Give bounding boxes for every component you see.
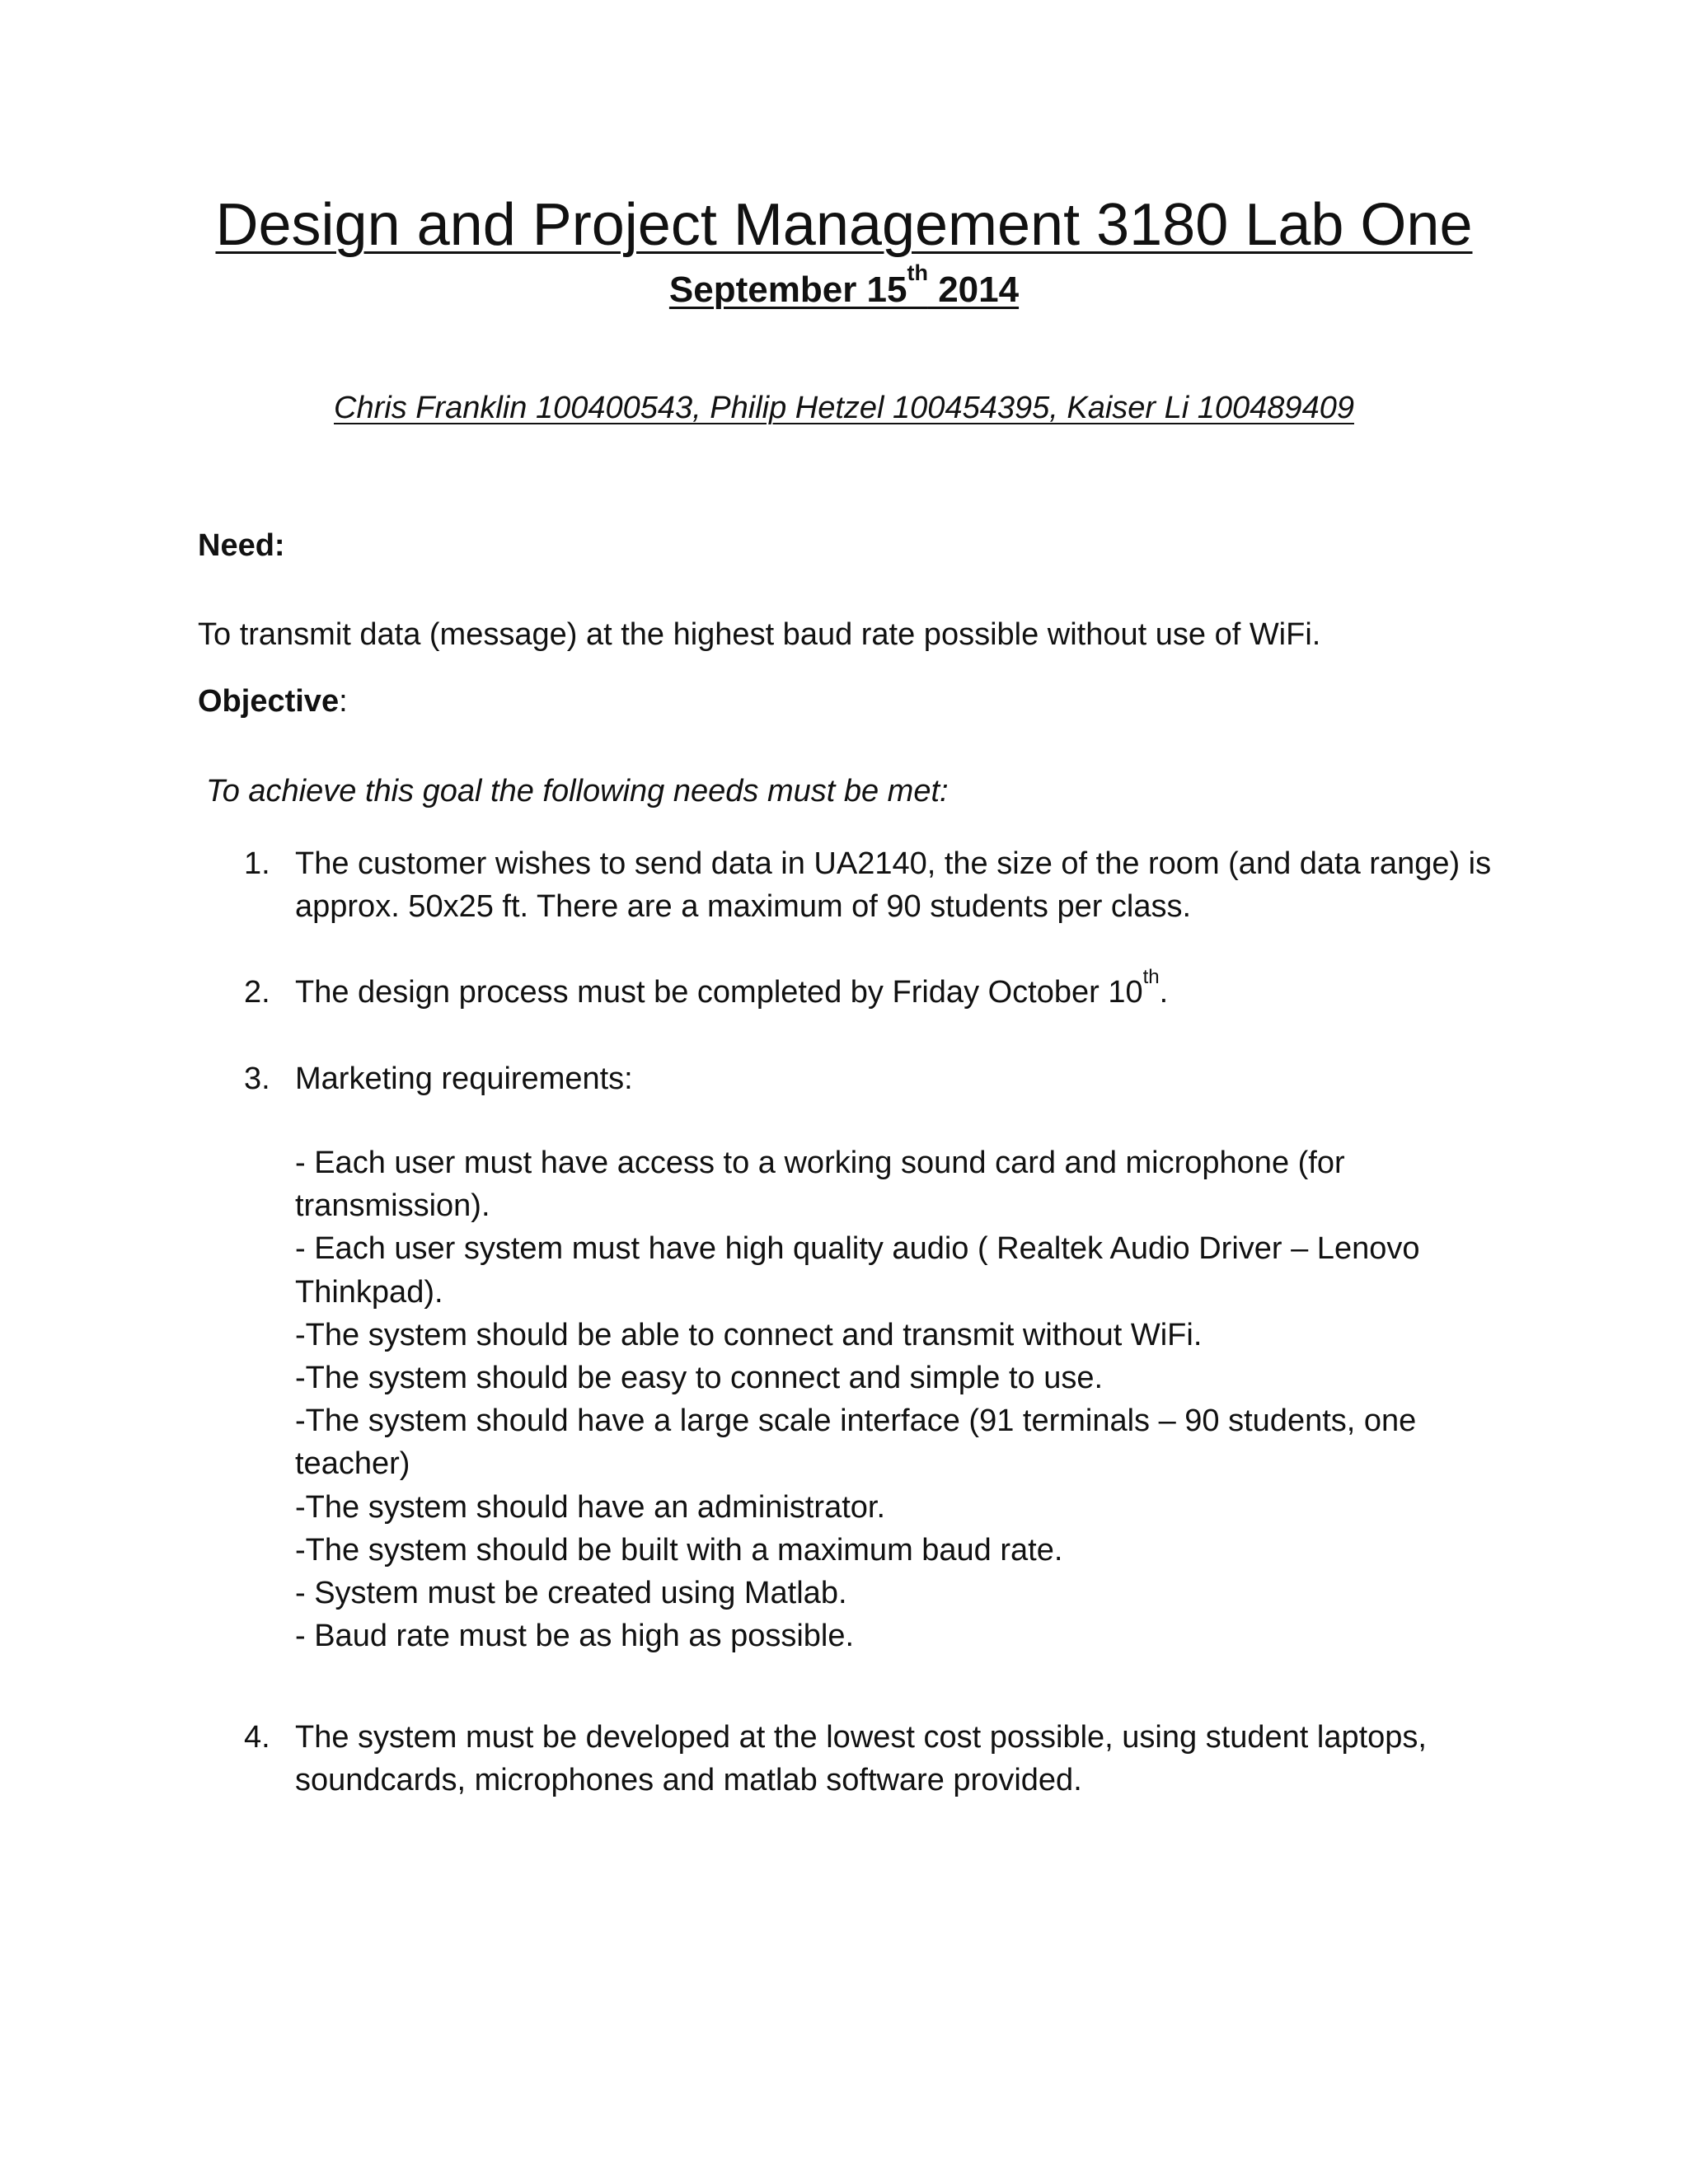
list-item-number: 2. [244,975,270,1010]
list-item-number: 4. [244,1720,270,1755]
need-text: To transmit data (message) at the highest baud rate possible without use of WiFi. [198,617,1321,652]
list-item-text [295,966,1498,1014]
list-item-number: 1. [244,846,270,881]
list-item [244,842,1497,933]
deadline-superscript: th [1142,966,1160,988]
requirement-item: -The system should have a large scale interface (91 terminals – 90 students, one teacher) [295,1404,1417,1482]
list-item-text: The customer wishes to send data in UA2140, the size of the room (and data range) is approx. 50x25 ft. There are a maximum of 90 students per class. [295,846,1492,924]
page-title: Design and Project Management 3180 Lab One [215,192,1473,258]
marketing-requirements-list [295,1141,1498,1657]
list-item [244,1057,1497,1107]
requirement-item: - Each user must have access to a working sound card and microphone (for transmission). [295,1146,1345,1224]
list-item [244,966,1497,1020]
deadline-suffix: . [1159,975,1169,1010]
document-date [0,260,1688,315]
list-item [244,1716,1497,1807]
requirement-item: -The system should be built with a maximum baud rate. [295,1532,1063,1568]
requirement-item: - Each user system must have high quality audio ( Realtek Audio Driver – Lenovo Thinkpad). [295,1231,1420,1310]
date-prefix: September 15 [668,269,907,310]
objective-heading-label: Objective [198,684,340,719]
need-heading: Need: [198,528,285,563]
list-item-number: 3. [244,1062,270,1096]
requirement-item: - Baud rate must be as high as possible. [295,1619,855,1654]
objective-heading [198,681,348,722]
list-item-text: Marketing requirements: [295,1062,633,1096]
requirement-item: -The system should be able to connect and transmit without WiFi. [295,1317,1203,1352]
requirement-item: -The system should be easy to connect and simple to use. [295,1361,1104,1396]
deadline-text: The design process must be completed by Friday October 10 [295,975,1143,1010]
requirement-item: - System must be created using Matlab. [295,1576,847,1611]
objective-intro: To achieve this goal the following needs must be met: [206,774,949,808]
authors-line: Chris Franklin 100400543, Philip Hetzel 100454395, Kaiser Li 100489409 [334,391,1354,425]
requirement-item: -The system should have an administrator. [295,1489,886,1525]
objective-heading-colon: : [339,684,348,719]
list-item-text: The system must be developed at the lowest cost possible, using student laptops, soundcards, microphones and matlab software provided. [295,1720,1427,1797]
date-suffix: 2014 [927,269,1020,310]
date-superscript: th [907,260,928,285]
